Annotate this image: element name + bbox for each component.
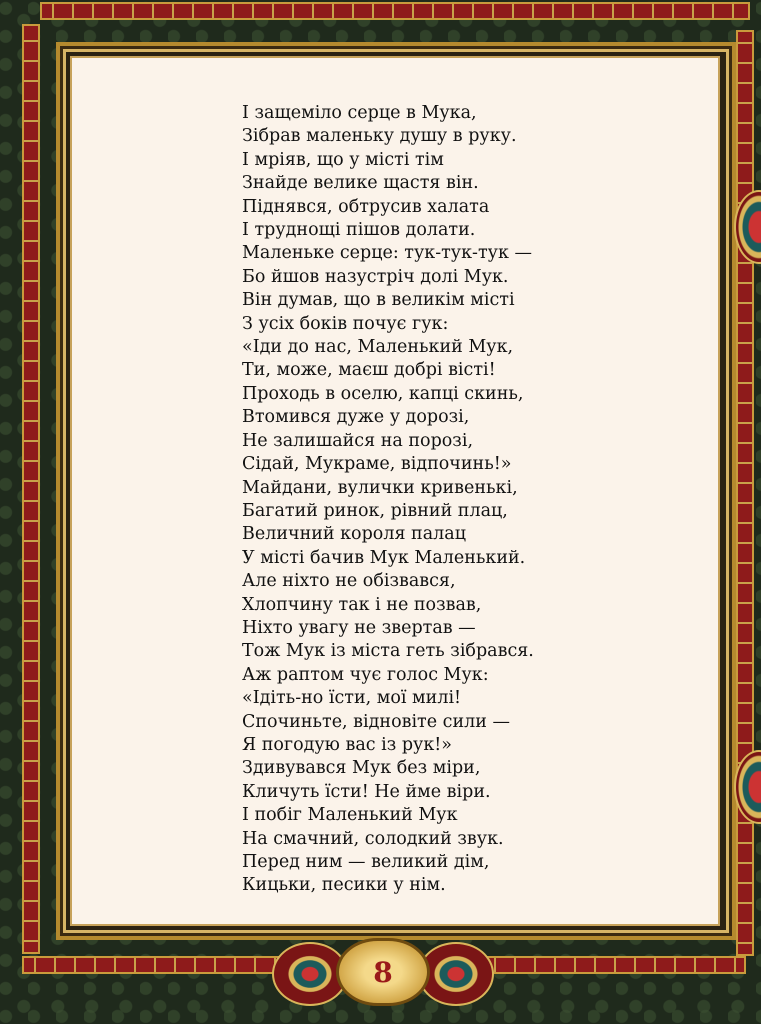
poem-line: Не залишайся на порозі, <box>242 430 474 451</box>
poem-line: Ти, може, маєш добрі вісті! <box>242 360 496 381</box>
poem-line: Проходь в оселю, капці скинь, <box>242 383 524 404</box>
poem-line: Аж раптом чує голос Мук: <box>242 664 489 685</box>
poem-line: І труднощі пішов долати. <box>242 220 476 241</box>
poem-line: У місті бачив Мук Маленький. <box>242 547 526 568</box>
poem-line: «Іди до нас, Маленький Мук, <box>242 337 514 358</box>
poem-line: Я погодую вас із рук!» <box>242 734 452 755</box>
poem-line: Величний короля палац <box>242 524 466 545</box>
poem-line: Здивувався Мук без міри, <box>242 758 481 779</box>
poem-line: Піднявся, обтрусив халата <box>242 196 490 217</box>
page-number: 8 <box>373 955 393 989</box>
poem-line: Спочиньте, відновіте сили — <box>242 711 510 732</box>
poem-line: Втомився дуже у дорозі, <box>242 407 470 428</box>
poem-line: «Ідіть-но їсти, мої милі! <box>242 688 462 709</box>
poem-line: Але ніхто не обізвався, <box>242 571 456 592</box>
poem-line: Зібрав маленьку душу в руку. <box>242 126 517 147</box>
poem-line: І побіг Маленький Мук <box>242 805 458 826</box>
poem-line: Ніхто увагу не звертав — <box>242 617 476 638</box>
poem-line: І мріяв, що у місті тім <box>242 149 444 170</box>
poem-line: Кицьки, песики у нім. <box>242 875 446 896</box>
poem-line: На смачний, солодкий звук. <box>242 828 504 849</box>
poem-line: І защеміло серце в Мука, <box>242 103 477 123</box>
poem-text <box>242 102 642 898</box>
poem-line: Маленьке серце: тук-тук-тук — <box>242 243 532 264</box>
poem-line: Кличуть їсти! Не йме віри. <box>242 781 491 802</box>
page-number-ornament <box>272 930 494 1016</box>
poem-line: З усіх боків почує гук: <box>242 313 449 334</box>
poem-line: Сідай, Мукраме, відпочинь!» <box>242 454 512 475</box>
poem-line: Бо йшов назустріч долі Мук. <box>242 266 509 287</box>
poem-line: Майдани, вулички кривенькі, <box>242 477 518 498</box>
top-border-band <box>40 2 750 20</box>
page-number-plate <box>336 938 430 1006</box>
poem-line: Перед ним — великий дім, <box>242 852 490 872</box>
poem-line: Він думав, що в великім місті <box>242 290 515 311</box>
poem-line: Знайде велике щастя він. <box>242 173 479 194</box>
left-border-band <box>22 24 40 954</box>
poem-line: Хлопчину так і не позвав, <box>242 594 482 615</box>
poem-line: Багатий ринок, рівний плац, <box>242 500 508 521</box>
poem-line: Тож Мук із міста геть зібрався. <box>242 641 534 662</box>
